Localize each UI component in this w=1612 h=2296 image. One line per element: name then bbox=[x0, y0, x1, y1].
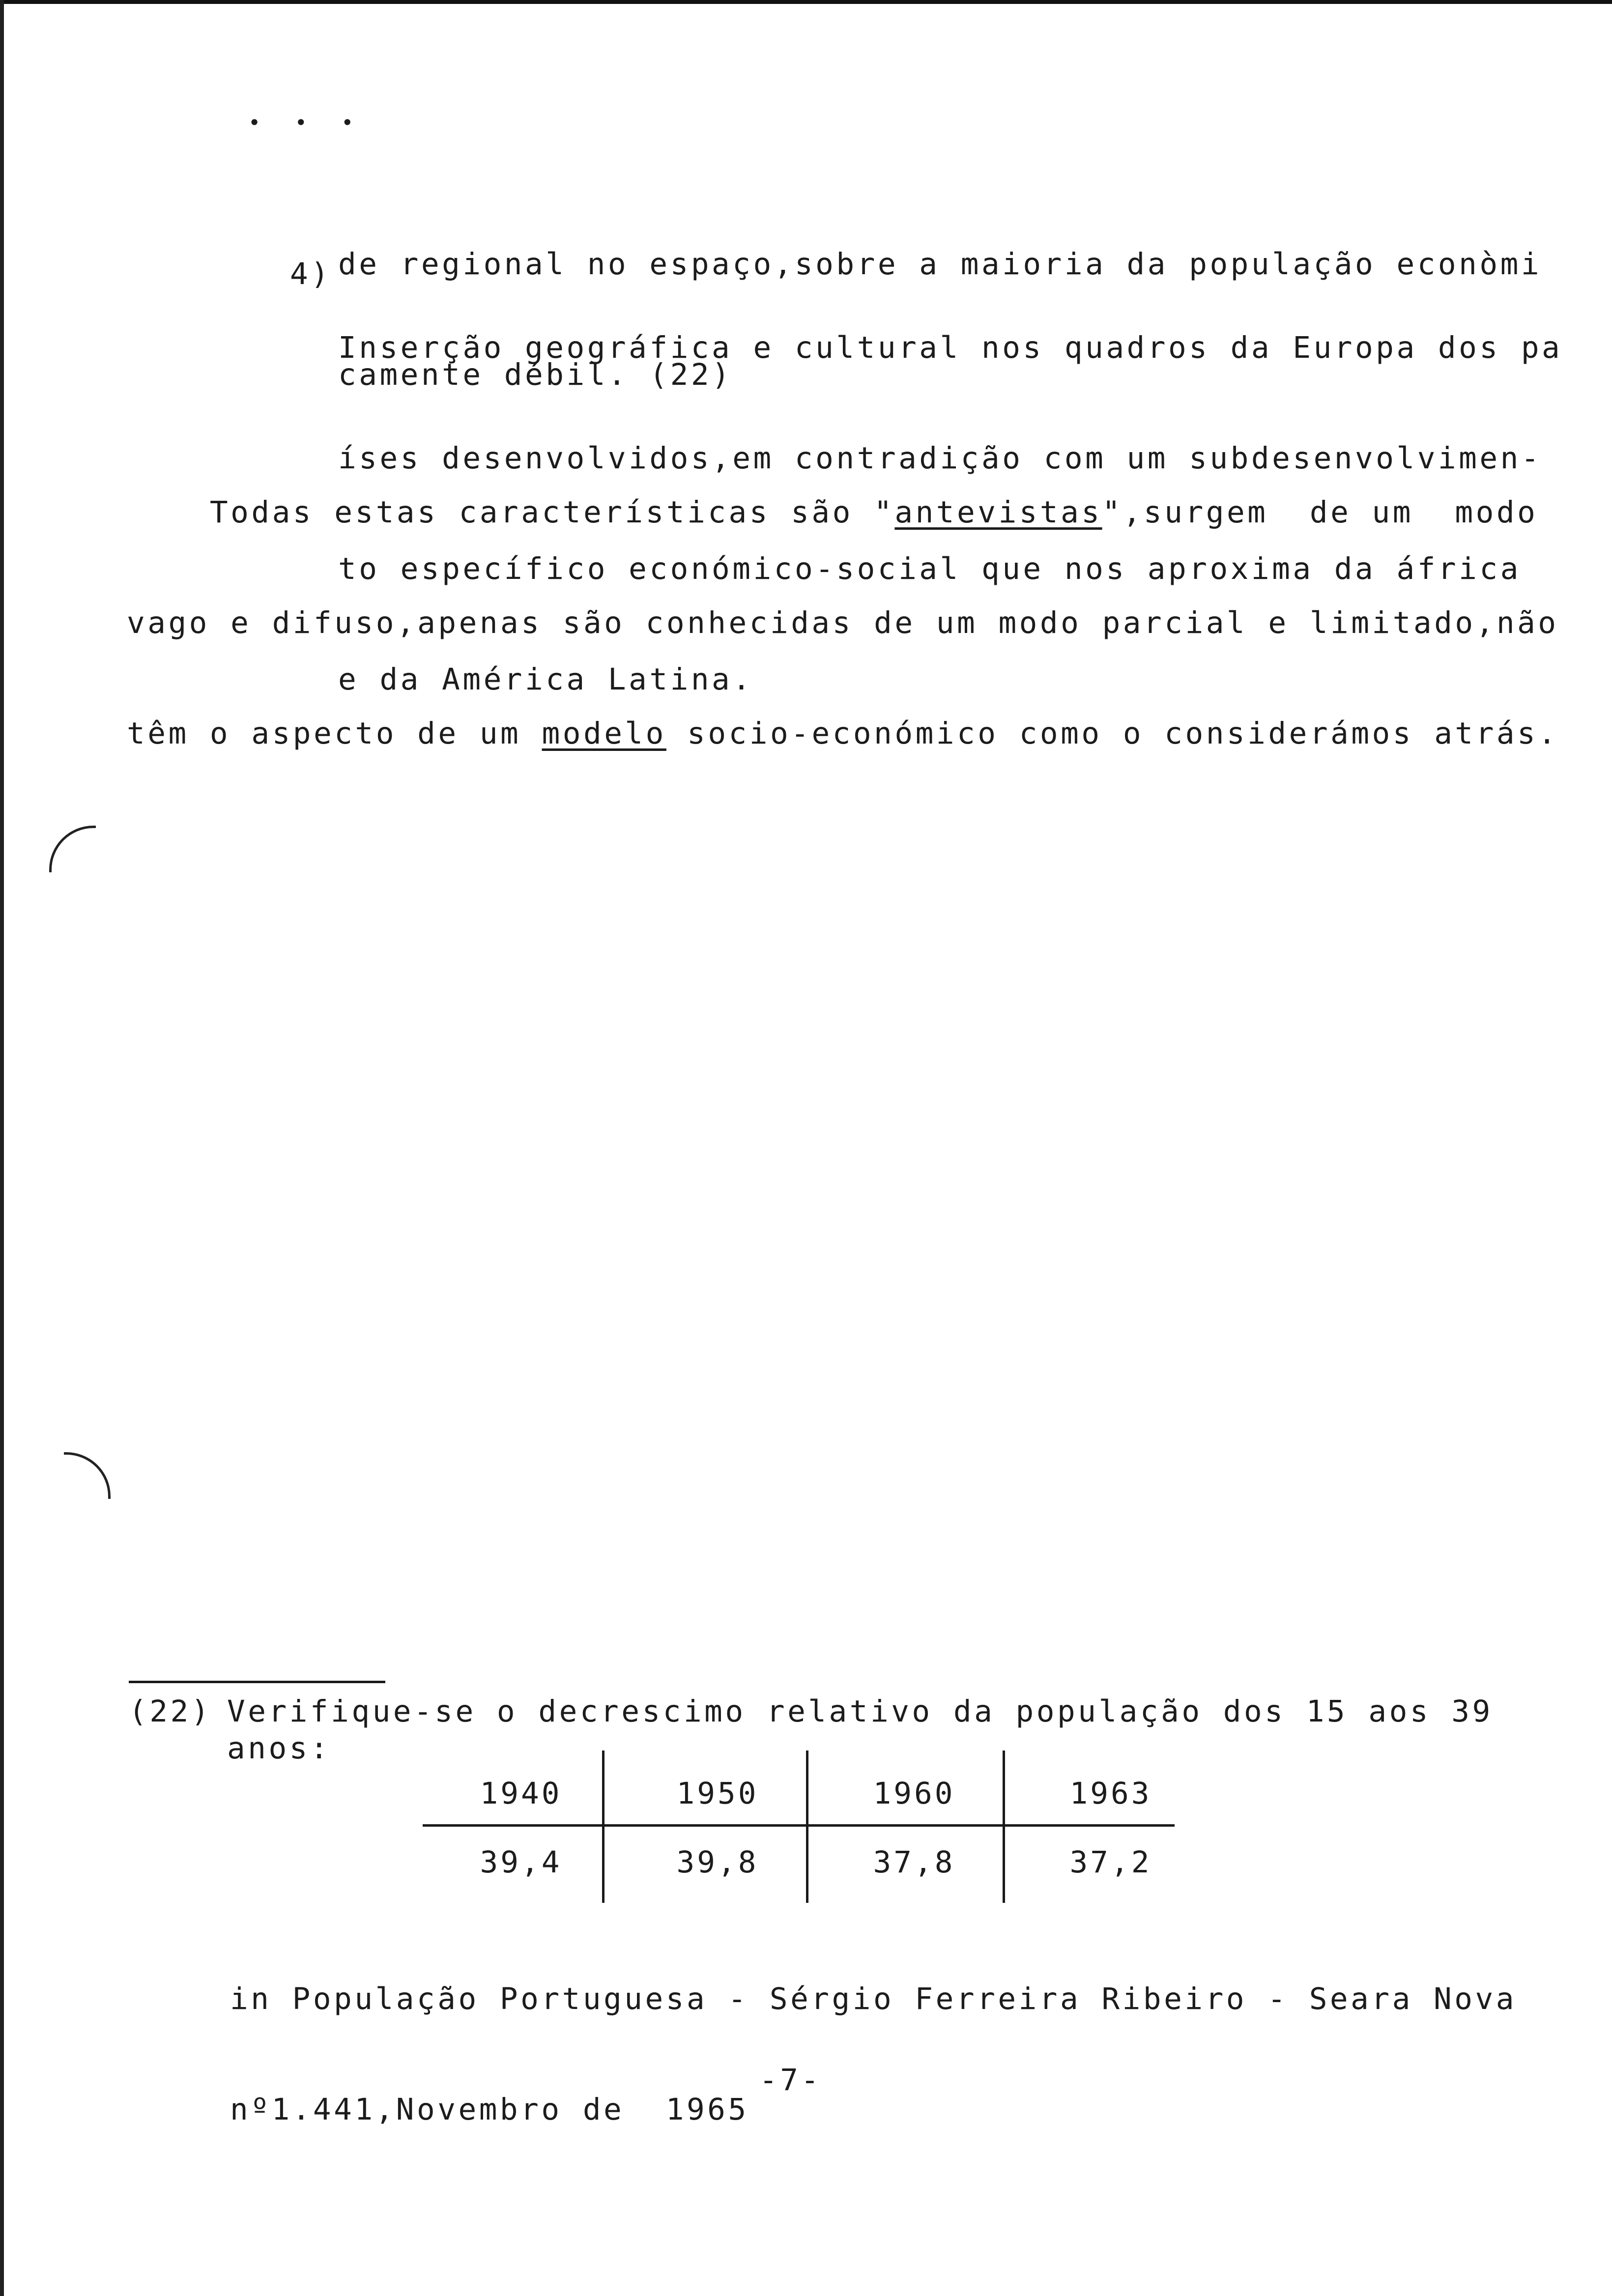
text-span: ",surgem de um modo bbox=[1102, 495, 1538, 530]
page-number: -7- bbox=[759, 2063, 822, 2097]
footnote-separator bbox=[129, 1681, 385, 1683]
footnote-text: Verifique-se o decrescimo relativo da população dos 15 aos 39 bbox=[227, 1694, 1493, 1729]
text-line: e da América Latina. bbox=[338, 662, 753, 697]
text-line bbox=[127, 715, 1559, 752]
footnote-text: anos: bbox=[227, 1731, 331, 1766]
body-paragraph bbox=[127, 420, 1559, 789]
table-header-year: 1940 bbox=[480, 1776, 562, 1811]
text-span: socio-económico como o considerámos atrás. bbox=[666, 716, 1559, 751]
underlined-term-modelo: modelo bbox=[542, 716, 666, 751]
table-cell-value: 39,8 bbox=[676, 1845, 759, 1880]
scan-mark-arc bbox=[64, 1452, 111, 1499]
table-cell-value: 37,8 bbox=[873, 1845, 955, 1880]
list-item-number: 4) bbox=[290, 257, 332, 291]
footnote-source bbox=[230, 1907, 1517, 2165]
scan-border-top bbox=[0, 0, 1612, 4]
footnote-marker: (22) bbox=[129, 1694, 212, 1729]
text-line: vago e difuso,apenas são conhecidas de um modo parcial e limitado,não bbox=[127, 605, 1559, 640]
scan-border-left bbox=[0, 0, 4, 2296]
text-line bbox=[127, 494, 1559, 531]
table-cell-value: 39,4 bbox=[480, 1845, 562, 1880]
table-header-rule bbox=[423, 1824, 1175, 1827]
text-line: Inserção geográfica e cultural nos quadros da Europa dos pa bbox=[338, 330, 1563, 365]
text-span: têm o aspecto de um bbox=[127, 716, 542, 751]
table-header-year: 1950 bbox=[676, 1776, 759, 1811]
text-line: íses desenvolvidos,em contradição com um subdesenvolvimen- bbox=[338, 441, 1542, 476]
text-line: nº1.441,Novembro de 1965 bbox=[230, 2092, 749, 2127]
table-header-year: 1960 bbox=[873, 1776, 955, 1811]
text-span: Todas estas características são " bbox=[127, 495, 895, 530]
population-table bbox=[423, 1751, 1175, 1903]
page-top-marks: • • • bbox=[248, 111, 365, 135]
text-line: de regional no espaço,sobre a maioria da população econòmi bbox=[338, 247, 1542, 282]
table-cell-value: 37,2 bbox=[1069, 1845, 1152, 1880]
text-line: camente débil. (22) bbox=[338, 357, 733, 392]
table-header-year: 1963 bbox=[1069, 1776, 1152, 1811]
text-line: in População Portuguesa - Sérgio Ferreira Ribeiro - Seara Nova bbox=[230, 1981, 1517, 2016]
underlined-term-antevistas: antevistas bbox=[894, 495, 1102, 530]
text-line: to específico económico-social que nos aproxima da áfrica bbox=[338, 551, 1521, 586]
scan-mark-arc bbox=[49, 826, 96, 872]
